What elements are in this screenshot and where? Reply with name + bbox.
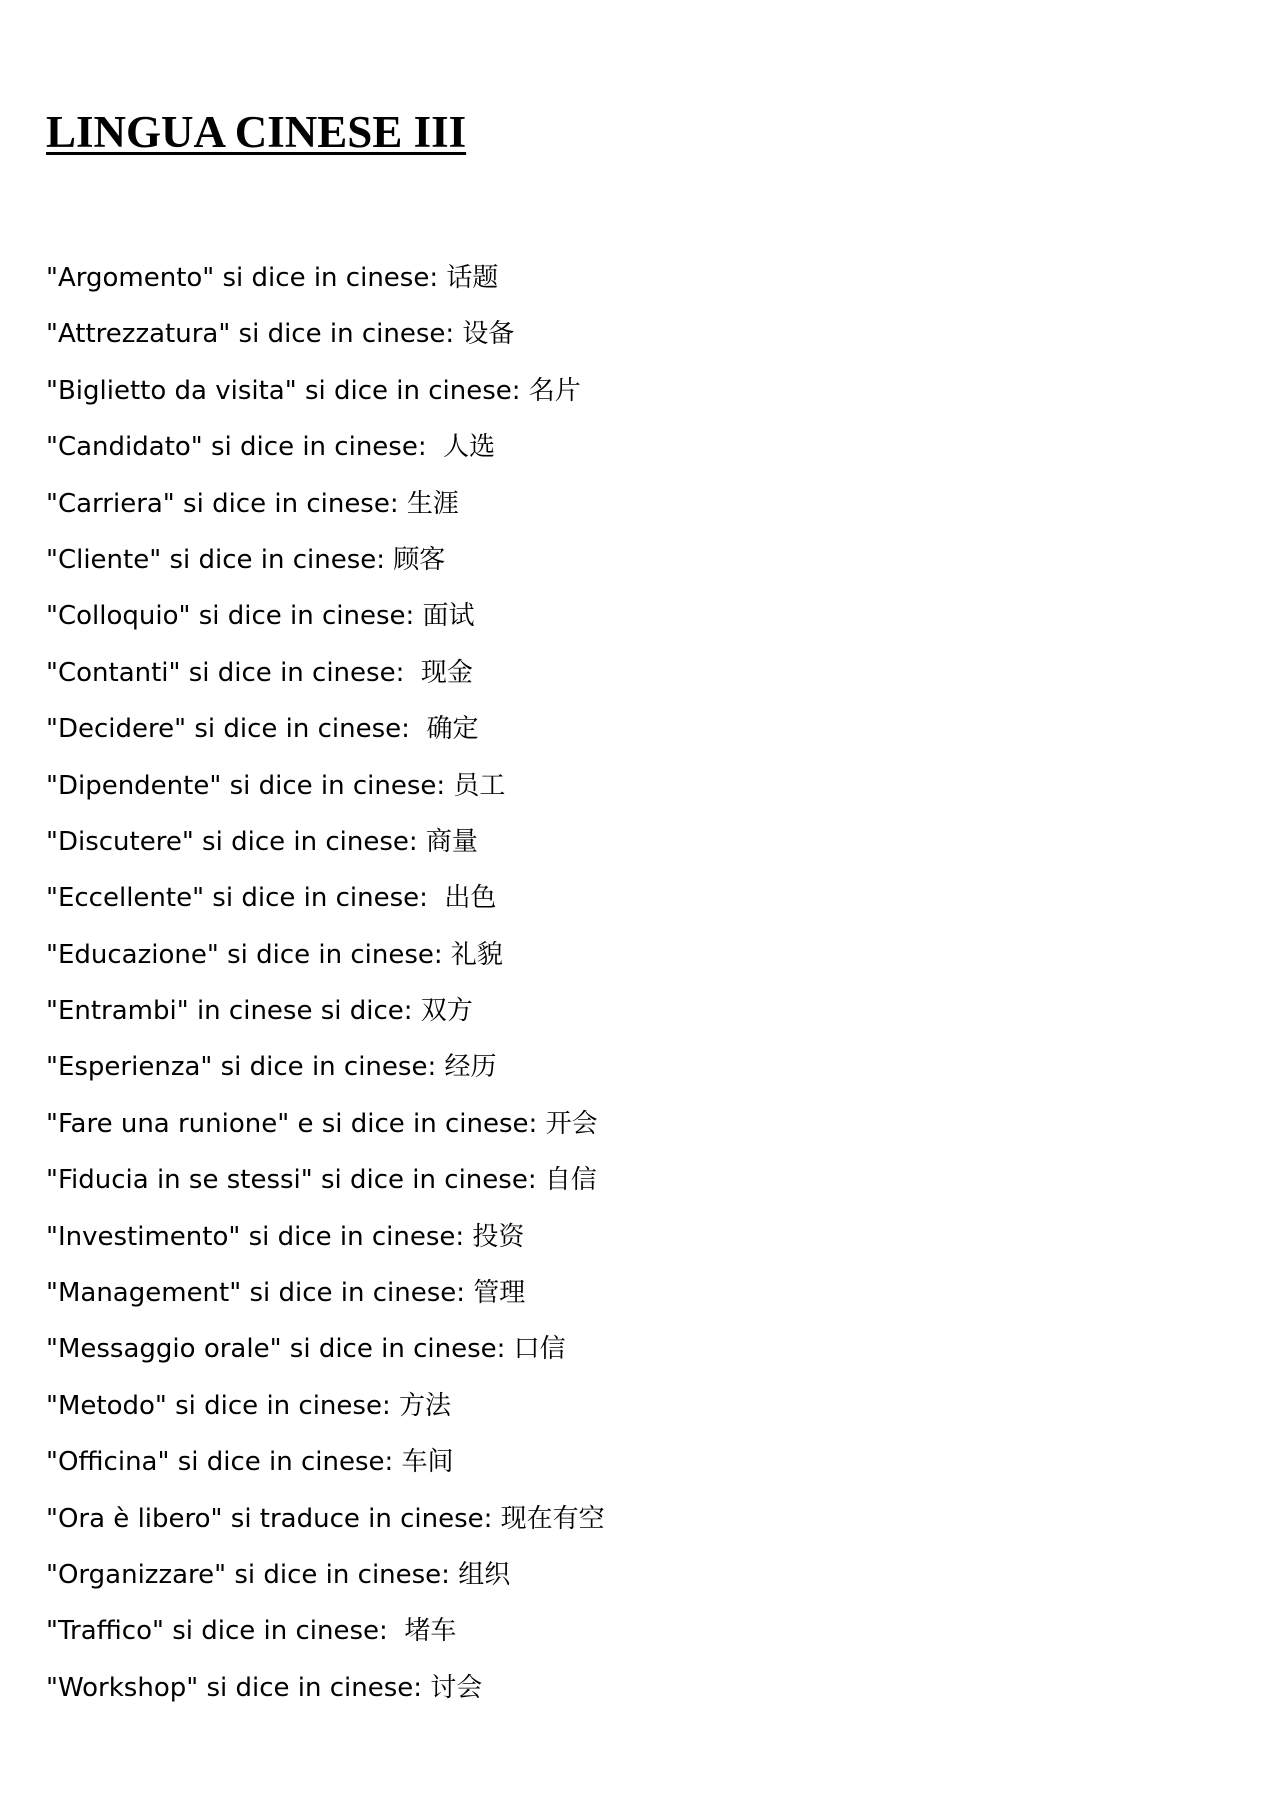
vocabulary-entry: "Officina" si dice in cinese: 车间 xyxy=(46,1447,454,1478)
vocabulary-entry: "Attrezzatura" si dice in cinese: 设备 xyxy=(46,319,515,350)
vocabulary-entry: "Management" si dice in cinese: 管理 xyxy=(46,1278,526,1309)
vocabulary-entry: "Dipendente" si dice in cinese: 员工 xyxy=(46,770,506,801)
document-title: LINGUA CINESE III xyxy=(46,107,467,157)
vocabulary-entry: "Colloquio" si dice in cinese: 面试 xyxy=(46,601,475,632)
vocabulary-entry: "Fare una runione" e si dice in cinese: 开会 xyxy=(46,1108,598,1139)
vocabulary-entry: "Decidere" si dice in cinese: 确定 xyxy=(46,714,479,745)
vocabulary-entry: "Eccellente" si dice in cinese: 出色 xyxy=(46,883,497,914)
vocabulary-entry: "Carriera" si dice in cinese: 生涯 xyxy=(46,488,459,519)
vocabulary-entry: "Biglietto da visita" si dice in cinese: 名片 xyxy=(46,375,581,406)
vocabulary-entry: "Investimento" si dice in cinese: 投资 xyxy=(46,1221,525,1252)
vocabulary-entry: "Cliente" si dice in cinese: 顾客 xyxy=(46,544,446,575)
vocabulary-entry: "Messaggio orale" si dice in cinese: 口信 xyxy=(46,1334,566,1365)
vocabulary-entry: "Discutere" si dice in cinese: 商量 xyxy=(46,826,478,857)
vocabulary-entry: "Entrambi" in cinese si dice: 双方 xyxy=(46,996,473,1027)
vocabulary-entry: "Contanti" si dice in cinese: 现金 xyxy=(46,657,473,688)
vocabulary-entry: "Metodo" si dice in cinese: 方法 xyxy=(46,1390,451,1421)
vocabulary-entry: "Traffico" si dice in cinese: 堵车 xyxy=(46,1616,457,1647)
vocabulary-entry: "Esperienza" si dice in cinese: 经历 xyxy=(46,1052,497,1083)
vocabulary-entry: "Argomento" si dice in cinese: 话题 xyxy=(46,263,499,293)
vocabulary-entry: "Candidato" si dice in cinese: 人选 xyxy=(46,432,496,463)
vocabulary-list xyxy=(46,258,605,1724)
vocabulary-entry: "Workshop" si dice in cinese: 讨会 xyxy=(46,1672,483,1703)
vocabulary-entry: "Ora è libero" si traduce in cinese: 现在有空 xyxy=(46,1503,605,1534)
vocabulary-entry: "Fiducia in se stessi" si dice in cinese: 自信 xyxy=(46,1165,597,1196)
vocabulary-entry: "Organizzare" si dice in cinese: 组织 xyxy=(46,1559,511,1590)
vocabulary-entry: "Educazione" si dice in cinese: 礼貌 xyxy=(46,939,503,970)
